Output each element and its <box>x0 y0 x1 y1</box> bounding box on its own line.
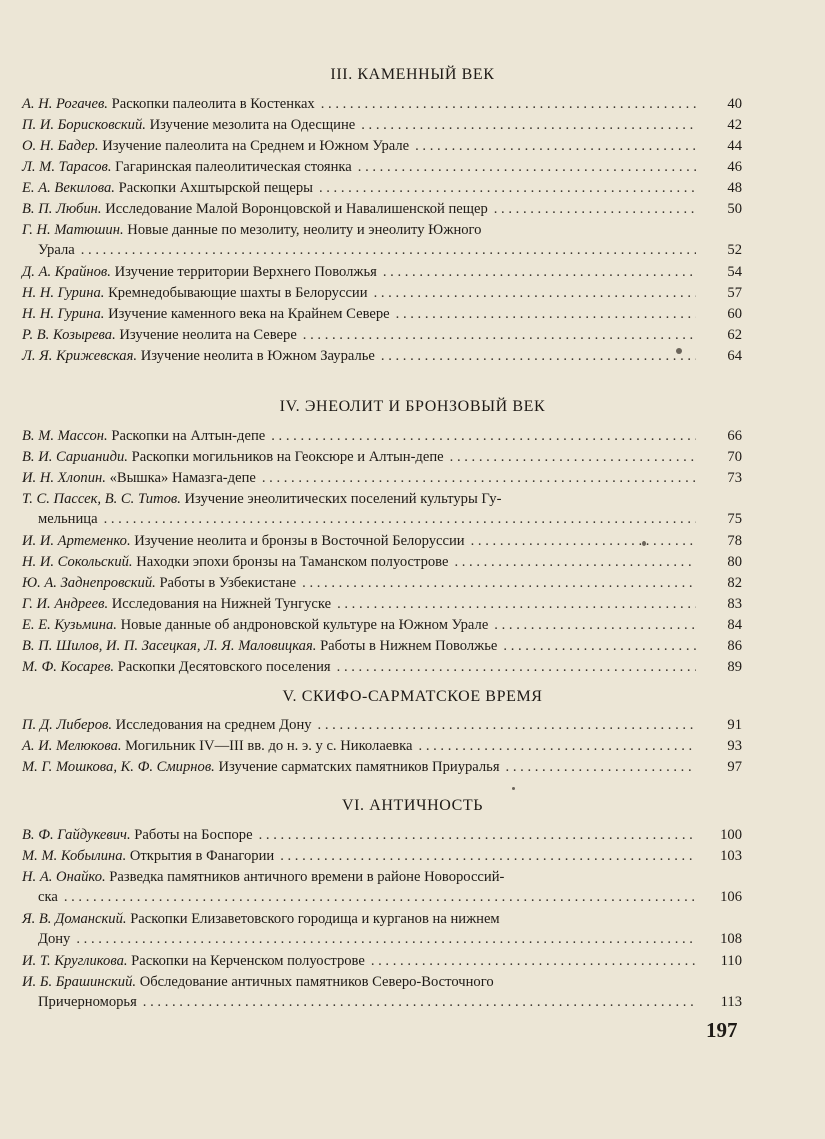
print-speck <box>676 348 682 354</box>
dot-leader <box>259 825 696 845</box>
toc-entry <box>22 846 742 866</box>
entry-page-number: 113 <box>720 994 742 1010</box>
entry-author: Д. А. Крайнов. <box>22 264 111 280</box>
entry-author: В. М. Массон. <box>22 428 108 444</box>
entry-title: Кремнедобывающие шахты в Белоруссии <box>108 285 368 301</box>
toc-entry-line <box>22 199 742 219</box>
toc-entry <box>22 715 742 735</box>
toc-entry-line <box>22 325 742 345</box>
toc-entry-line <box>22 346 742 366</box>
toc-entry <box>22 157 742 177</box>
entry-title: Изучение каменного века на Крайнем Севере <box>108 306 390 322</box>
entry-title: Разведка памятников античного времени в районе Новороссий- <box>109 869 505 885</box>
entry-page-number: 48 <box>727 180 742 196</box>
entry-title: Изучение неолита в Южном Зауралье <box>140 348 375 364</box>
toc-entry <box>22 178 742 198</box>
toc-entry <box>22 325 742 345</box>
entry-title: Раскопки Ахштырской пещеры <box>118 180 313 196</box>
toc-entry-line <box>22 657 742 677</box>
dot-leader <box>321 94 696 114</box>
dot-leader <box>76 929 696 949</box>
toc-entry-line <box>22 825 742 845</box>
entry-page-number: 100 <box>720 827 742 843</box>
entry-page-number: 66 <box>727 428 742 444</box>
entry-title-continuation: Урала <box>38 242 75 258</box>
entry-author: П. Д. Либеров. <box>22 717 112 733</box>
entry-author: Л. М. Тарасов. <box>22 159 112 175</box>
entry-author: Л. Я. Крижевская. <box>22 348 138 364</box>
print-speck <box>512 787 515 790</box>
dot-leader <box>494 615 696 635</box>
entry-page-number: 93 <box>727 738 742 754</box>
toc-entry-line <box>22 757 742 777</box>
entry-page-number: 62 <box>727 327 742 343</box>
toc-entry-line <box>22 157 742 177</box>
entry-author: В. П. Любин. <box>22 201 102 217</box>
toc-entry <box>22 594 742 614</box>
toc-entry-line <box>22 115 742 135</box>
toc-entry <box>22 736 742 756</box>
toc-entry-line <box>22 531 742 551</box>
section-heading: IV. ЭНЕОЛИТ И БРОНЗОВЫЙ ВЕК <box>279 398 546 415</box>
entry-page-number: 42 <box>727 117 742 133</box>
entry-page-number: 106 <box>720 889 742 905</box>
entry-author: А. И. Мелюкова. <box>22 738 122 754</box>
dot-leader <box>337 657 696 677</box>
dot-leader <box>506 757 696 777</box>
entry-page-number: 52 <box>727 242 742 258</box>
entry-author: Е. Е. Кузьмина. <box>22 617 117 633</box>
entry-page-number: 73 <box>727 470 742 486</box>
toc-entry <box>22 657 742 677</box>
entry-page-number: 57 <box>727 285 742 301</box>
entry-title: Исследования на Нижней Тунгуске <box>111 596 332 612</box>
dot-leader <box>396 304 696 324</box>
toc-entry-line <box>22 736 742 756</box>
dot-leader <box>358 157 696 177</box>
entry-page-number: 108 <box>720 931 742 947</box>
toc-entry <box>22 304 742 324</box>
toc-entry-line <box>22 304 742 324</box>
entry-page-number: 78 <box>727 533 742 549</box>
dot-leader <box>64 887 696 907</box>
toc-entry-line <box>22 94 742 114</box>
entry-title: Новые данные об андроновской культуре на Южном Урале <box>120 617 489 633</box>
toc-entry <box>22 972 742 1012</box>
entry-author: Н. Н. Гурина. <box>22 306 105 322</box>
entry-page-number: 83 <box>727 596 742 612</box>
dot-leader <box>450 447 696 467</box>
dot-leader <box>318 715 696 735</box>
toc-entry <box>22 867 742 907</box>
toc-entry-line <box>22 615 742 635</box>
toc-entry-continuation <box>22 240 742 260</box>
toc-entry <box>22 262 742 282</box>
toc-entry <box>22 909 742 949</box>
dot-leader <box>319 178 696 198</box>
entry-title: «Вышка» Намазга-депе <box>109 470 256 486</box>
entry-author: И. Б. Брашинский. <box>22 974 137 990</box>
toc-entry-line <box>22 136 742 156</box>
entry-title: Обследование античных памятников Северо-Восточного <box>139 974 494 990</box>
dot-leader <box>454 552 696 572</box>
entry-title: Изучение палеолита на Среднем и Южном Урале <box>102 138 410 154</box>
dot-leader <box>383 262 696 282</box>
entry-title: Раскопки палеолита в Костенках <box>111 96 315 112</box>
entry-title: Изучение сарматских памятников Приуралья <box>218 759 500 775</box>
toc-entry-line <box>22 447 742 467</box>
toc-entry-line <box>22 594 742 614</box>
dot-leader <box>415 136 696 156</box>
entry-author: И. И. Артеменко. <box>22 533 131 549</box>
entry-title: Изучение неолита и бронзы в Восточной Белоруссии <box>134 533 465 549</box>
toc-entry-line <box>22 846 742 866</box>
toc-entry-line <box>22 426 742 446</box>
entry-author: Н. И. Сокольский. <box>22 554 133 570</box>
dot-leader <box>381 346 696 366</box>
toc-entry-line <box>22 715 742 735</box>
dot-leader <box>374 283 696 303</box>
dot-leader <box>262 468 696 488</box>
entry-page-number: 50 <box>727 201 742 217</box>
toc-entry-line <box>22 283 742 303</box>
entry-author: Н. Н. Гурина. <box>22 285 105 301</box>
entry-title-continuation: Дону <box>38 931 71 947</box>
toc-entry-line <box>22 178 742 198</box>
toc-entry <box>22 573 742 593</box>
dot-leader <box>280 846 696 866</box>
toc-entry <box>22 199 742 219</box>
entry-author: Г. И. Андреев. <box>22 596 109 612</box>
entry-title: Работы в Узбекистане <box>159 575 297 591</box>
entry-page-number: 89 <box>727 659 742 675</box>
toc-entry <box>22 552 742 572</box>
entry-page-number: 82 <box>727 575 742 591</box>
toc-entry <box>22 531 742 551</box>
dot-leader <box>503 636 696 656</box>
toc-entry-line <box>22 573 742 593</box>
entry-title: Изучение неолита на Севере <box>119 327 297 343</box>
print-speck <box>642 541 646 546</box>
entry-author: И. Т. Кругликова. <box>22 953 128 969</box>
entry-author: М. Ф. Косарев. <box>22 659 115 675</box>
toc-entry-line <box>22 552 742 572</box>
entry-page-number: 44 <box>727 138 742 154</box>
entry-title: Раскопки на Керченском полуострове <box>131 953 365 969</box>
entry-page-number: 75 <box>727 511 742 527</box>
entry-author: М. Г. Мошкова, К. Ф. Смирнов. <box>22 759 215 775</box>
entry-title: Находки эпохи бронзы на Таманском полуострове <box>136 554 449 570</box>
entry-title: Открытия в Фанагории <box>129 848 275 864</box>
entry-title: Изучение мезолита на Одесщине <box>149 117 356 133</box>
toc-entry <box>22 825 742 845</box>
entry-page-number: 60 <box>727 306 742 322</box>
toc-entry <box>22 636 742 656</box>
entry-author: Н. А. Онайко. <box>22 869 106 885</box>
toc-entry <box>22 283 742 303</box>
entry-page-number: 40 <box>727 96 742 112</box>
entry-title: Работы в Нижнем Поволжье <box>320 638 498 654</box>
entry-title: Гагаринская палеолитическая стоянка <box>115 159 352 175</box>
entry-author: П. И. Борисковский. <box>22 117 146 133</box>
toc-entry-line <box>22 909 742 929</box>
entry-page-number: 80 <box>727 554 742 570</box>
toc-entry-continuation <box>22 887 742 907</box>
toc-entry-line <box>22 489 742 509</box>
toc-entry <box>22 615 742 635</box>
entry-title: Раскопки Елизаветовского городища и курганов на нижнем <box>130 911 500 927</box>
dot-leader <box>361 115 696 135</box>
toc-entry <box>22 94 742 114</box>
entry-title: Раскопки могильников на Геоксюре и Алтын-депе <box>131 449 444 465</box>
toc-entry <box>22 757 742 777</box>
dot-leader <box>104 509 696 529</box>
section-heading: V. СКИФО-САРМАТСКОЕ ВРЕМЯ <box>282 688 543 705</box>
dot-leader <box>143 992 696 1012</box>
toc-entry <box>22 468 742 488</box>
toc-entry-line <box>22 972 742 992</box>
toc-entry-line <box>22 951 742 971</box>
entry-author: О. Н. Бадер. <box>22 138 99 154</box>
folio-page-number: 197 <box>706 1018 738 1042</box>
toc-entry-line <box>22 468 742 488</box>
entry-title: Исследования на среднем Дону <box>115 717 312 733</box>
toc-entry <box>22 489 742 529</box>
entry-author: Я. В. Доманский. <box>22 911 127 927</box>
dot-leader <box>419 736 696 756</box>
dot-leader <box>81 240 696 260</box>
entry-author: М. М. Кобылина. <box>22 848 127 864</box>
entry-author: Е. А. Векилова. <box>22 180 115 196</box>
entry-author: В. П. Шилов, И. П. Засецкая, Л. Я. Маловицкая. <box>22 638 317 654</box>
toc-entry-continuation <box>22 992 742 1012</box>
entry-page-number: 110 <box>720 953 742 969</box>
dot-leader <box>303 325 696 345</box>
entry-page-number: 91 <box>727 717 742 733</box>
dot-leader <box>302 573 696 593</box>
toc-entry <box>22 447 742 467</box>
entry-page-number: 97 <box>727 759 742 775</box>
entry-title: Новые данные по мезолиту, неолиту и энеолиту Южного <box>127 222 482 238</box>
entry-author: В. Ф. Гайдукевич. <box>22 827 131 843</box>
section-heading: III. КАМЕННЫЙ ВЕК <box>330 66 495 83</box>
entry-title: Изучение территории Верхнего Поволжья <box>114 264 377 280</box>
entry-author: А. Н. Рогачев. <box>22 96 108 112</box>
entry-page-number: 84 <box>727 617 742 633</box>
entry-author: И. Н. Хлопин. <box>22 470 106 486</box>
entry-author: В. И. Сарианиди. <box>22 449 128 465</box>
entry-author: Г. Н. Матюшин. <box>22 222 124 238</box>
entry-author: Р. В. Козырева. <box>22 327 116 343</box>
entry-title: Могильник IV—III вв. до н. э. у с. Николаевка <box>125 738 413 754</box>
section-heading: VI. АНТИЧНОСТЬ <box>341 797 484 814</box>
dot-leader <box>371 951 696 971</box>
entry-title: Исследование Малой Воронцовской и Навалишенской пещер <box>105 201 488 217</box>
toc-entry-line <box>22 262 742 282</box>
toc-entry <box>22 951 742 971</box>
entry-title: Раскопки на Алтын-депе <box>111 428 266 444</box>
entry-title: Раскопки Десятовского поселения <box>117 659 331 675</box>
toc-entry <box>22 346 742 366</box>
entry-title: Работы на Боспоре <box>134 827 253 843</box>
entry-page-number: 103 <box>720 848 742 864</box>
toc-entry <box>22 115 742 135</box>
entry-title-continuation: мельница <box>38 511 98 527</box>
dot-leader <box>471 531 696 551</box>
entry-author: Т. С. Пассек, В. С. Титов. <box>22 491 181 507</box>
toc-entry <box>22 136 742 156</box>
dot-leader <box>337 594 696 614</box>
toc-entry-line <box>22 636 742 656</box>
toc-entry <box>22 426 742 446</box>
entry-page-number: 54 <box>727 264 742 280</box>
entry-page-number: 46 <box>727 159 742 175</box>
entry-author: Ю. А. Заднепровский. <box>22 575 156 591</box>
toc-entry-continuation <box>22 509 742 529</box>
entry-title-continuation: ска <box>38 889 58 905</box>
entry-page-number: 86 <box>727 638 742 654</box>
toc-entry-line <box>22 867 742 887</box>
entry-page-number: 70 <box>727 449 742 465</box>
entry-title-continuation: Причерноморья <box>38 994 137 1010</box>
entry-page-number: 64 <box>727 348 742 364</box>
dot-leader <box>494 199 696 219</box>
entry-title: Изучение энеолитических поселений культуры Гу- <box>184 491 502 507</box>
toc-entry <box>22 220 742 260</box>
dot-leader <box>271 426 696 446</box>
toc-entry-line <box>22 220 742 240</box>
toc-entry-continuation <box>22 929 742 949</box>
